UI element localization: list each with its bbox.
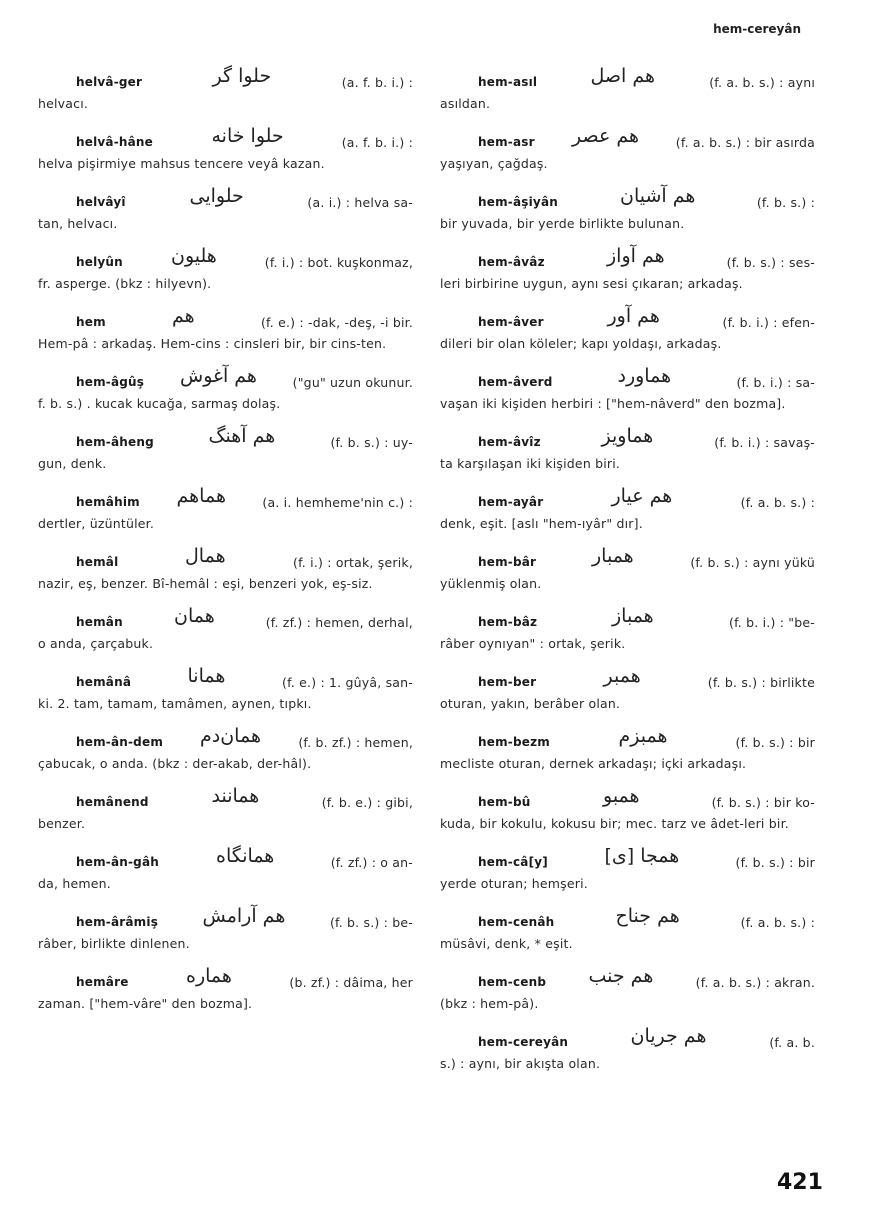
definition: leri birbirine uygun, aynı sesi çıkaran; arkadaş. [440,276,743,291]
dictionary-entry [440,125,815,174]
dictionary-entry [38,125,413,174]
page-number: 421 [777,1170,823,1195]
headword: hemâre [76,975,129,989]
dictionary-entry [440,245,815,294]
dictionary-entry [440,845,815,894]
entry-head-line [38,725,413,753]
headword: hem-âverd [478,375,553,389]
headword: hem-bâz [478,615,538,629]
entry-head-line [440,665,815,693]
headword: helvâyî [76,195,126,209]
definition: kuda, bir kokulu, kokusu bir; mec. tarz ve âdet-leri bir. [440,816,789,831]
right-column [440,65,815,1092]
grammar-info: (f. b. i.) : "be- [729,615,815,630]
entry-head-line [38,245,413,273]
definition: bir yuvada, bir yerde birlikte bulunan. [440,216,685,231]
definition: da, hemen. [38,876,111,891]
headword: hem-bezm [478,735,550,749]
grammar-info: (f. a. b. s.) : akran. [695,975,815,990]
entry-head-line [440,305,815,333]
grammar-info: (f. a. b. s.) : bir asırda [675,135,815,150]
headword: hem-âşiyân [478,195,558,209]
entry-head-line [440,725,815,753]
arabic-script: حلوا خانه [211,125,284,147]
headword: hem-asıl [478,75,538,89]
definition: fr. asperge. (bkz : hilyevn). [38,276,212,291]
dictionary-entry [38,185,413,234]
arabic-script: هم عصر [572,125,640,147]
entry-head-line [38,305,413,333]
dictionary-entry [440,365,815,414]
entry-head-line [440,965,815,993]
entry-head-line [38,785,413,813]
entry-head-line [440,185,815,213]
arabic-script: همبو [603,785,640,807]
headword: hem-âgûş [76,375,145,389]
definition: râber, birlikte dinlenen. [38,936,190,951]
grammar-info: (f. b. s.) : be- [329,915,413,930]
arabic-script: همانگاه [216,845,275,867]
dictionary-entry [38,965,413,1014]
definition: yerde oturan; hemşeri. [440,876,588,891]
definition: ki. 2. tam, tamam, tamâmen, aynen, tıpkı. [38,696,312,711]
arabic-script: همانا [187,665,226,687]
entry-head-line [440,65,815,93]
dictionary-entry [38,845,413,894]
dictionary-entry [440,545,815,594]
headword: hem-asr [478,135,535,149]
grammar-info: (f. b. i.) : efen- [722,315,815,330]
grammar-info: (f. e.) : 1. gûyâ, san- [282,675,413,690]
entry-head-line [38,845,413,873]
grammar-info: (a. i. hemheme'nin c.) : [262,495,413,510]
arabic-script: هماورد [617,365,672,387]
dictionary-entry [440,185,815,234]
entry-head-line [38,65,413,93]
arabic-script: هم آهنگ [208,425,276,447]
dictionary-entry [38,305,413,354]
entry-head-line [440,425,815,453]
grammar-info: (f. b. i.) : savaş- [714,435,815,450]
grammar-info: (f. a. b. s.) : aynı [709,75,815,90]
arabic-script: همبر [603,665,641,687]
arabic-script: همان‌دم [200,725,261,747]
arabic-script: هم آور [607,305,660,327]
definition: çabucak, o anda. (bkz : der-akab, der-hâl). [38,756,312,771]
grammar-info: (f. b. s.) : uy- [330,435,413,450]
dictionary-entry [38,665,413,714]
grammar-info: (a. f. b. i.) : [341,135,413,150]
definition: o anda, çarçabuk. [38,636,154,651]
headword: hem-bâr [478,555,537,569]
arabic-script: هم جریان [630,1025,707,1047]
dictionary-entry [38,65,413,114]
grammar-info: (f. i.) : ortak, şerik, [293,555,413,570]
grammar-info: (f. a. b. s.) : [740,915,815,930]
entry-head-line [440,125,815,153]
grammar-info: (f. zf.) : o an- [330,855,413,870]
grammar-info: (f. b. s.) : [756,195,815,210]
entry-head-line [38,125,413,153]
headword: hem-bû [478,795,531,809]
dictionary-entry [440,905,815,954]
arabic-script: هم [172,305,195,327]
grammar-info: (f. b. i.) : sa- [736,375,815,390]
entry-head-line [440,1025,815,1053]
definition: oturan, yakın, berâber olan. [440,696,621,711]
headword: helvâ-ger [76,75,143,89]
grammar-info: (f. zf.) : hemen, derhal, [265,615,413,630]
headword: hem-cenâh [478,915,555,929]
headword: hemâl [76,555,119,569]
grammar-info: (f. b. s.) : bir [735,735,815,750]
arabic-script: هم جنب [588,965,654,987]
entry-head-line [440,905,815,933]
dictionary-entry [440,65,815,114]
arabic-script: همال [185,545,226,567]
entry-head-line [38,545,413,573]
entry-head-line [440,785,815,813]
headword: hem-câ[y] [478,855,548,869]
left-column [38,65,413,1032]
dictionary-entry [440,485,815,534]
definition: helvacı. [38,96,89,111]
headword: helvâ-hâne [76,135,154,149]
grammar-info: (f. b. s.) : birlikte [707,675,815,690]
headword: hem-ân-gâh [76,855,160,869]
page-header-guide-word: hem-cereyân [713,22,801,36]
arabic-script: همجا [ی] [604,845,680,867]
entry-head-line [440,365,815,393]
headword: hem-âvîz [478,435,541,449]
dictionary-entry [38,485,413,534]
dictionary-entry [440,305,815,354]
definition: zaman. ["hem-vâre" den bozma]. [38,996,253,1011]
dictionary-entry [38,605,413,654]
definition: nazir, eş, benzer. Bî-hemâl : eşi, benzeri yok, eş-siz. [38,576,373,591]
arabic-script: حلوایی [189,185,244,207]
grammar-info: (f. b. s.) : bir [735,855,815,870]
definition: tan, helvacı. [38,216,118,231]
grammar-info: (f. b. e.) : gibi, [321,795,413,810]
arabic-script: همبار [592,545,634,567]
entry-head-line [440,545,815,573]
headword: hemân [76,615,123,629]
entry-head-line [38,605,413,633]
arabic-script: حلوا گر [212,65,272,87]
entry-head-line [38,365,413,393]
definition: dileri bir olan köleler; kapı yoldaşı, arkadaş. [440,336,722,351]
arabic-script: همبزم [618,725,668,747]
dictionary-entry [440,605,815,654]
grammar-info: (f. b. s.) : bir ko- [711,795,815,810]
definition: s.) : aynı, bir akışta olan. [440,1056,601,1071]
dictionary-entry [440,965,815,1014]
definition: mecliste oturan, dernek arkadaşı; içki arkadaşı. [440,756,747,771]
arabic-script: همان [174,605,215,627]
definition: müsâvi, denk, * eşit. [440,936,573,951]
grammar-info: (f. b. s.) : ses- [726,255,815,270]
definition: (bkz : hem-pâ). [440,996,539,1011]
entry-head-line [440,845,815,873]
definition: helva pişirmiye mahsus tencere veyâ kazan. [38,156,325,171]
grammar-info: (b. zf.) : dâima, her [289,975,413,990]
arabic-script: هم آواز [607,245,665,267]
dictionary-entry [38,365,413,414]
grammar-info: (f. i.) : bot. kuşkonmaz, [264,255,413,270]
arabic-script: هم آغوش [180,365,257,387]
entry-head-line [38,185,413,213]
headword: hem-ber [478,675,537,689]
arabic-script: همارە [186,965,232,987]
entry-head-line [38,665,413,693]
definition: Hem-pâ : arkadaş. Hem-cins : cinsleri bir, bir cins-ten. [38,336,387,351]
entry-head-line [38,425,413,453]
headword: helyûn [76,255,123,269]
headword: hem-ayâr [478,495,544,509]
grammar-info: (f. a. b. [769,1035,815,1050]
definition: benzer. [38,816,86,831]
definition: vaşan iki kişiden herbiri : ["hem-nâverd" den bozma]. [440,396,786,411]
dictionary-entry [440,1025,815,1074]
definition: gun, denk. [38,456,107,471]
entry-head-line [440,245,815,273]
grammar-info: (f. b. s.) : aynı yükü [690,555,815,570]
arabic-script: همانند [211,785,260,807]
arabic-script: هم آشیان [620,185,696,207]
headword: hemânâ [76,675,132,689]
entry-head-line [38,905,413,933]
grammar-info: (a. f. b. i.) : [341,75,413,90]
grammar-info: (f. e.) : -dak, -deş, -i bir. [260,315,413,330]
definition: yüklenmiş olan. [440,576,542,591]
headword: hem-cenb [478,975,547,989]
dictionary-entry [38,905,413,954]
dictionary-entry [38,245,413,294]
headword: hem-ân-dem [76,735,164,749]
definition: râber oynıyan" : ortak, şerik. [440,636,626,651]
headword: hem-âver [478,315,544,329]
headword: hem-âvâz [478,255,545,269]
headword: hem-âheng [76,435,154,449]
dictionary-entry [440,665,815,714]
dictionary-entry [440,425,815,474]
definition: dertler, üzüntüler. [38,516,154,531]
dictionary-entry [440,785,815,834]
arabic-script: هم آرامش [202,905,286,927]
grammar-info: (a. i.) : helva sa- [307,195,413,210]
grammar-info: ("gu" uzun okunur. [292,375,413,390]
entry-head-line [38,965,413,993]
dictionary-entry [38,725,413,774]
arabic-script: هماویز [601,425,654,447]
definition: f. b. s.) . kucak kucağa, sarmaş dolaş. [38,396,281,411]
dictionary-entry [440,725,815,774]
definition: asıldan. [440,96,491,111]
definition: yaşıyan, çağdaş. [440,156,548,171]
arabic-script: هماهم [176,485,226,507]
dictionary-entry [38,785,413,834]
grammar-info: (f. b. zf.) : hemen, [298,735,413,750]
entry-head-line [38,485,413,513]
dictionary-entry [38,545,413,594]
headword: hemâhim [76,495,140,509]
arabic-script: هم جناح [615,905,680,927]
arabic-script: هم اصل [590,65,656,87]
headword: hem [76,315,106,329]
entry-head-line [440,605,815,633]
dictionary-entry [38,425,413,474]
arabic-script: هم عیار [611,485,673,507]
headword: hemânend [76,795,149,809]
headword: hem-ârâmiş [76,915,159,929]
headword: hem-cereyân [478,1035,569,1049]
definition: ta karşılaşan iki kişiden biri. [440,456,621,471]
definition: denk, eşit. [aslı "hem-ıyâr" dır]. [440,516,643,531]
entry-head-line [440,485,815,513]
grammar-info: (f. a. b. s.) : [740,495,815,510]
arabic-script: هلیون [171,245,217,267]
arabic-script: همباز [612,605,654,627]
